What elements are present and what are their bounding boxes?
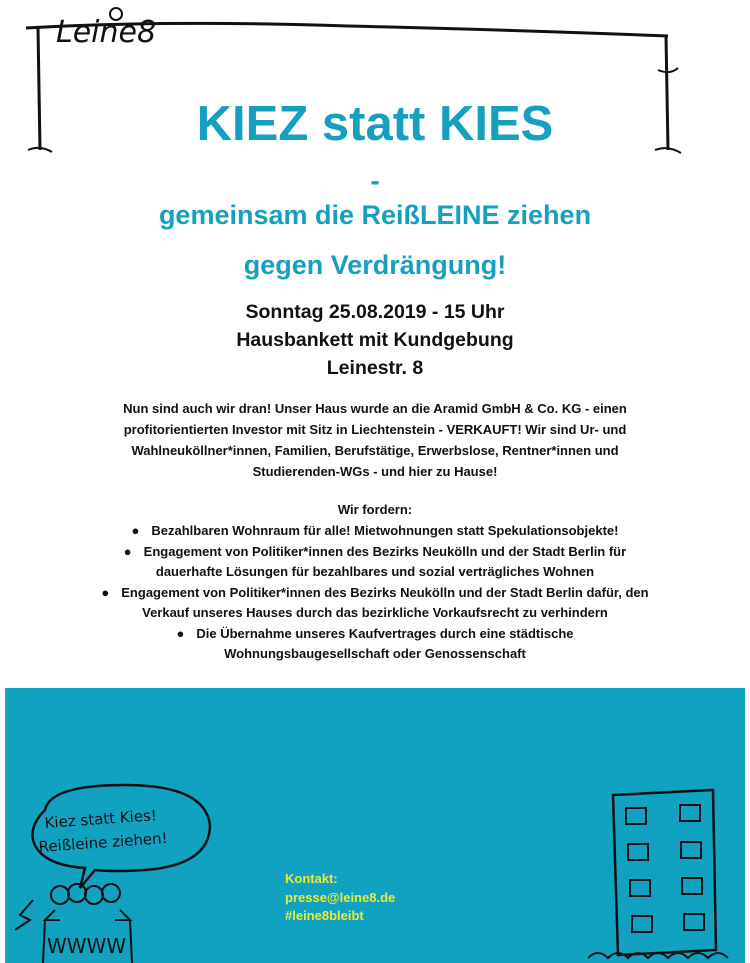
headline-sub2: gegen Verdrängung! — [243, 250, 507, 280]
contact-hashtag: #leine8bleibt — [285, 908, 364, 923]
headline-main: KIEZ statt KIES — [196, 97, 554, 151]
event-address: Leinestr. 8 — [326, 357, 424, 379]
intro-line: Wahlneuköllner*innen, Familien, Berufstätige, Erwerbslose, Rentner*innen und — [131, 443, 619, 458]
building-icon — [588, 780, 738, 963]
event-date: Sonntag 25.08.2019 - 15 Uhr — [245, 301, 505, 323]
bubble-line-2: Reißleine ziehen! — [38, 829, 169, 856]
intro-paragraph — [70, 398, 680, 482]
bullet-icon: ● — [101, 585, 110, 600]
demand-item: ● Engagement von Politiker*innen des Bezirks Neukölln und der Stadt Berlin dafür, den — [101, 585, 649, 600]
demand-item-continued: dauerhafte Lösungen für bezahlbares und sozial verträgliches Wohnen — [155, 564, 595, 579]
intro-line: profitorientierten Investor mit Sitz in Liechtenstein - VERKAUFT! Wir sind Ur- und — [123, 422, 627, 437]
demand-item-continued: Verkauf unseres Hauses durch das bezirkliche Vorkaufsrecht zu verhindern — [142, 605, 608, 620]
event-type: Hausbankett mit Kundgebung — [236, 329, 514, 351]
demand-item: ● Bezahlbaren Wohnraum für alle! Mietwohnungen statt Spekulationsobjekte! — [131, 523, 619, 538]
intro-line: Studierenden-WGs - und hier zu Hause! — [252, 464, 498, 479]
bullet-icon: ● — [131, 523, 140, 538]
contact-email-link[interactable]: presse@leine8.de — [285, 890, 396, 905]
bubble-line-1: Kiez statt Kies! — [44, 806, 158, 832]
logo-text: Leine8 — [56, 15, 157, 50]
intro-line: Nun sind auch wir dran! Unser Haus wurde an die Aramid GmbH & Co. KG - einen — [123, 401, 627, 416]
protest-crowd-drawing — [5, 770, 235, 963]
demands-title: Wir fordern: — [337, 502, 413, 517]
crowd-text: WWWW — [47, 934, 127, 958]
demand-item: ● Engagement von Politiker*innen des Bezirks Neukölln und der Stadt Berlin für — [123, 544, 627, 559]
demand-item: ● Die Übernahme unseres Kaufvertrages durch eine städtische — [176, 626, 574, 641]
contact-label: Kontakt: — [285, 871, 338, 886]
headline-dash: - — [370, 165, 380, 196]
bullet-icon: ● — [176, 626, 185, 641]
bullet-icon: ● — [123, 544, 132, 559]
headline-sub1: gemeinsam die ReißLEINE ziehen — [158, 200, 592, 230]
demand-item-continued: Wohnungsbaugesellschaft oder Genossenschaft — [224, 646, 526, 661]
